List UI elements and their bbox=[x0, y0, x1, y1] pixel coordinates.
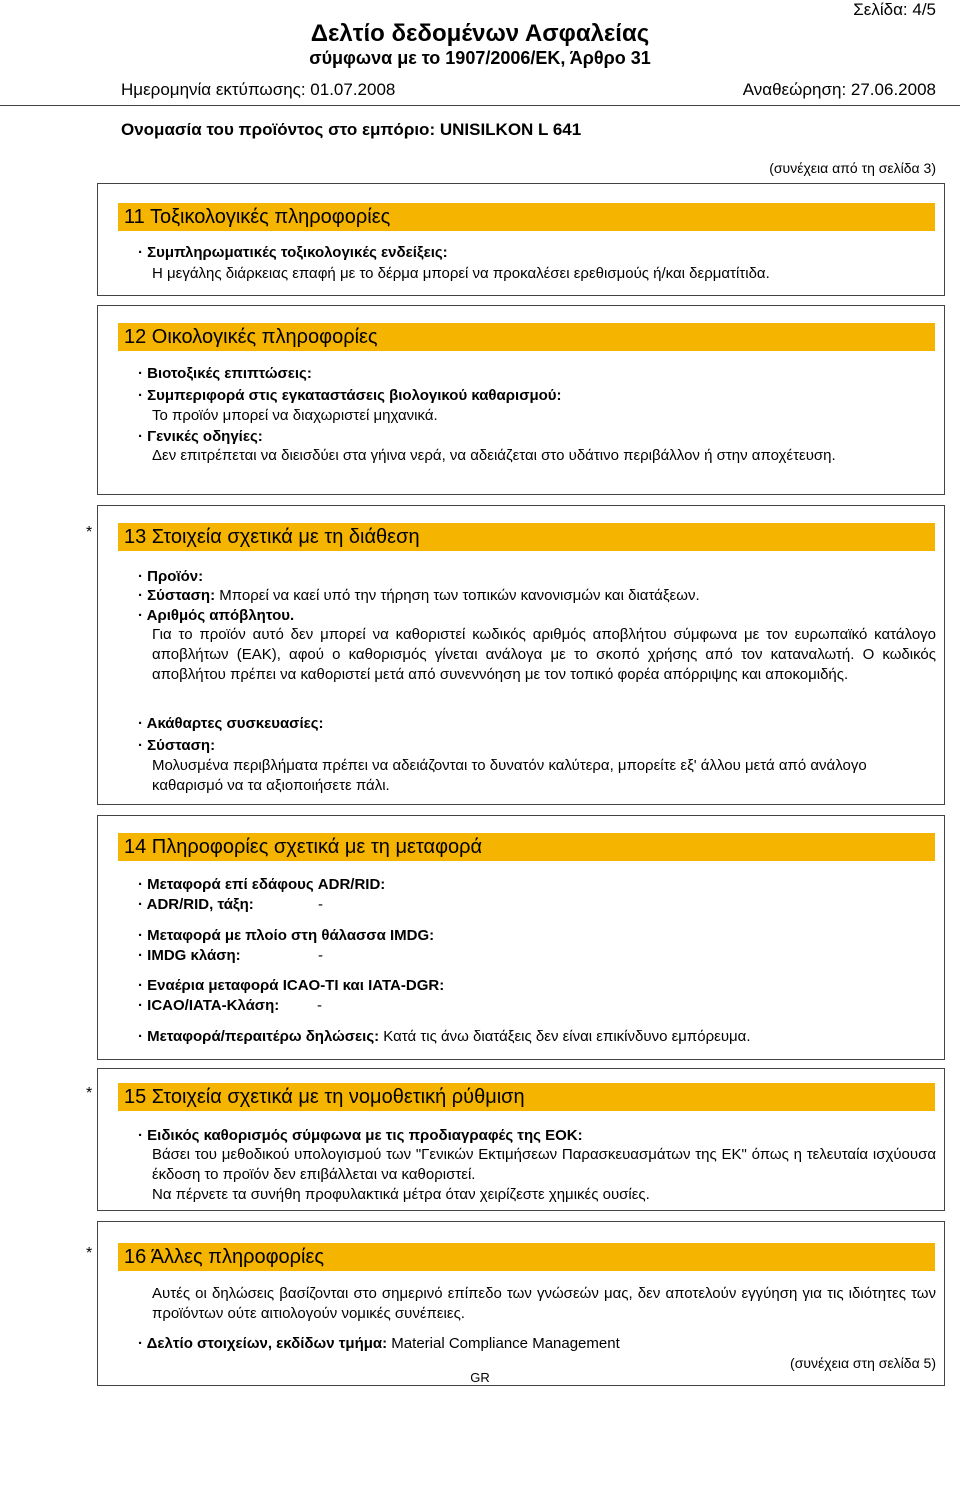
s14-label-icao: · Εναέρια μεταφορά ICAO-TI και IATA-DGR: bbox=[138, 977, 445, 994]
s12-label-treatment: · Συμπεριφορά στις εγκαταστάσεις βιολογικού καθαρισμού: bbox=[138, 387, 562, 404]
language-code: GR bbox=[470, 1370, 490, 1385]
page-number: Σελίδα: 4/5 bbox=[853, 0, 936, 19]
section-11-title: 11 Τοξικολογικές πληροφορίες bbox=[118, 203, 935, 231]
s14-value-icao-class: - bbox=[317, 997, 322, 1014]
header-divider bbox=[0, 105, 960, 106]
s15-label-eec: · Ειδικός καθορισμός σύμφωνα με τις προδιαγραφές της ΕΟΚ: bbox=[138, 1127, 583, 1144]
s13-label-recommendation: · Σύσταση: bbox=[138, 587, 216, 604]
s13-text-packaging: Μολυσμένα περιβλήματα πρέπει να αδειάζονται το δυνατόν καλύτερα, μπορείτε εξ' άλλου μετά από ανάλογο καθαρισμό να τα αξιοποιήσετε πάλι. bbox=[152, 757, 867, 794]
s12-text-general: Δεν επιτρέπεται να διεισδύει στα γήινα νερά, να αδειάζεται στο υδάτινο περιβάλλον ή στην αποχέτευση. bbox=[152, 447, 836, 464]
s15-text-eec: Βάσει του μεθοδικού υπολογισμού των "Γενικών Εκτιμήσεων Παρασκευασμάτων της ΕΚ" όπως η τελευταία ισχύουσα έκδοση το προϊόν δεν επιβάλλεται να καθοριστεί. bbox=[152, 1146, 936, 1183]
continued-from: (συνέχεια από τη σελίδα 3) bbox=[769, 160, 936, 176]
s12-text-treatment: Το προϊόν μπορεί να διαχωριστεί μηχανικά. bbox=[152, 407, 438, 424]
s13-recommendation bbox=[138, 586, 700, 606]
section-15-title: 15 Στοιχεία σχετικά με τη νομοθετική ρύθμιση bbox=[118, 1083, 935, 1111]
s13-label-packaging: · Ακάθαρτες συσκευασίες: bbox=[138, 715, 324, 732]
s16-text-disclaimer: Αυτές οι δηλώσεις βασίζονται στο σημερινό επίπεδο των γνώσεών μας, δεν αποτελούν εγγύηση για τις ιδιότητες των προϊόντων ούτε αιτιολογούν νομικές συνέπειες. bbox=[152, 1285, 936, 1322]
s14-label-imdg-class: · IMDG κλάση: bbox=[138, 947, 241, 964]
continued-to: (συνέχεια στη σελίδα 5) bbox=[790, 1355, 936, 1371]
s12-label-general: · Γενικές οδηγίες: bbox=[138, 428, 263, 445]
s14-label-adr: · Μεταφορά επί εδάφους ADR/RID: bbox=[138, 876, 386, 893]
s14-label-icao-class: · ICAO/IATA-Κλάση: bbox=[138, 997, 280, 1014]
s13-label-product: · Προϊόν: bbox=[138, 568, 204, 585]
s14-label-imdg: · Μεταφορά με πλοίο στη θάλασσα IMDG: bbox=[138, 927, 435, 944]
product-name: Ονομασία του προϊόντος στο εμπόριο: UNISILKON L 641 bbox=[121, 120, 582, 139]
document-title: Δελτίο δεδομένων Ασφαλείας bbox=[310, 20, 650, 47]
s15-text-precautions: Να πέρνετε τα συνήθη προφυλακτικά μέτρα όταν χειρίζεστε χημικές ουσίες. bbox=[152, 1186, 650, 1203]
s13-text-recommendation: Μπορεί να καεί υπό την τήρηση των τοπικών κανονισμών και διατάξεων. bbox=[215, 587, 700, 604]
s11-text-supplementary: Η μεγάλης διάρκειας επαφή με το δέρμα μπορεί να προκαλέσει ερεθισμούς ή/και δερματίτιδα. bbox=[152, 265, 770, 282]
s13-change-marker: * bbox=[86, 524, 93, 541]
s16-issuing-department bbox=[138, 1334, 620, 1354]
s16-change-marker: * bbox=[86, 1245, 93, 1262]
section-13-title: 13 Στοιχεία σχετικά με τη διάθεση bbox=[118, 523, 935, 551]
s16-label-department: · Δελτίο στοιχείων, εκδίδων τμήμα: bbox=[138, 1335, 388, 1352]
s13-text-waste-code: Για το προϊόν αυτό δεν μπορεί να καθοριστεί κωδικός αριθμός αποβλήτου σύμφωνα με τον ευρωπαϊκό κατάλογο αποβλήτων (ΕΑΚ), αφού ο καθορισμός γίνεται ανάλογα με το σκοπό χρήσης από τον καταναλωτή. Ο κωδικός αποβλήτου πρέπει να καθοριστεί μετά από συνεννόηση με τον τοπικό φορέα απόρριψης και αποκομιδής. bbox=[152, 626, 936, 683]
print-date: Ημερομηνία εκτύπωσης: 01.07.2008 bbox=[121, 80, 396, 99]
s15-change-marker: * bbox=[86, 1085, 93, 1102]
s14-value-adr-class: - bbox=[318, 896, 323, 913]
section-12-title: 12 Οικολογικές πληροφορίες bbox=[118, 323, 935, 351]
revision-date: Αναθεώρηση: 27.06.2008 bbox=[742, 80, 936, 99]
s12-label-biotoxic: · Βιοτοξικές επιπτώσεις: bbox=[138, 365, 312, 382]
s16-value-department: Material Compliance Management bbox=[387, 1335, 620, 1352]
s14-label-adr-class: · ADR/RID, τάξη: bbox=[138, 896, 254, 913]
s14-value-further: Κατά τις άνω διατάξεις δεν είναι επικίνδυνο εμπόρευμα. bbox=[379, 1028, 751, 1045]
s14-value-imdg-class: - bbox=[318, 947, 323, 964]
s13-label-recommendation-2: · Σύσταση: bbox=[138, 737, 216, 754]
s11-label-supplementary: · Συμπληρωματικές τοξικολογικές ενδείξεις: bbox=[138, 244, 448, 261]
s14-further-statements bbox=[138, 1027, 751, 1047]
section-14-title: 14 Πληροφορίες σχετικά με τη μεταφορά bbox=[118, 833, 935, 861]
document-subtitle: σύμφωνα με το 1907/2006/ΕΚ, Άρθρο 31 bbox=[309, 48, 651, 68]
s14-label-further: · Μεταφορά/περαιτέρω δηλώσεις: bbox=[138, 1028, 380, 1045]
s13-label-waste-code: · Αριθμός απόβλητου. bbox=[138, 607, 295, 624]
section-16-title: 16 Άλλες πληροφορίες bbox=[118, 1243, 935, 1271]
